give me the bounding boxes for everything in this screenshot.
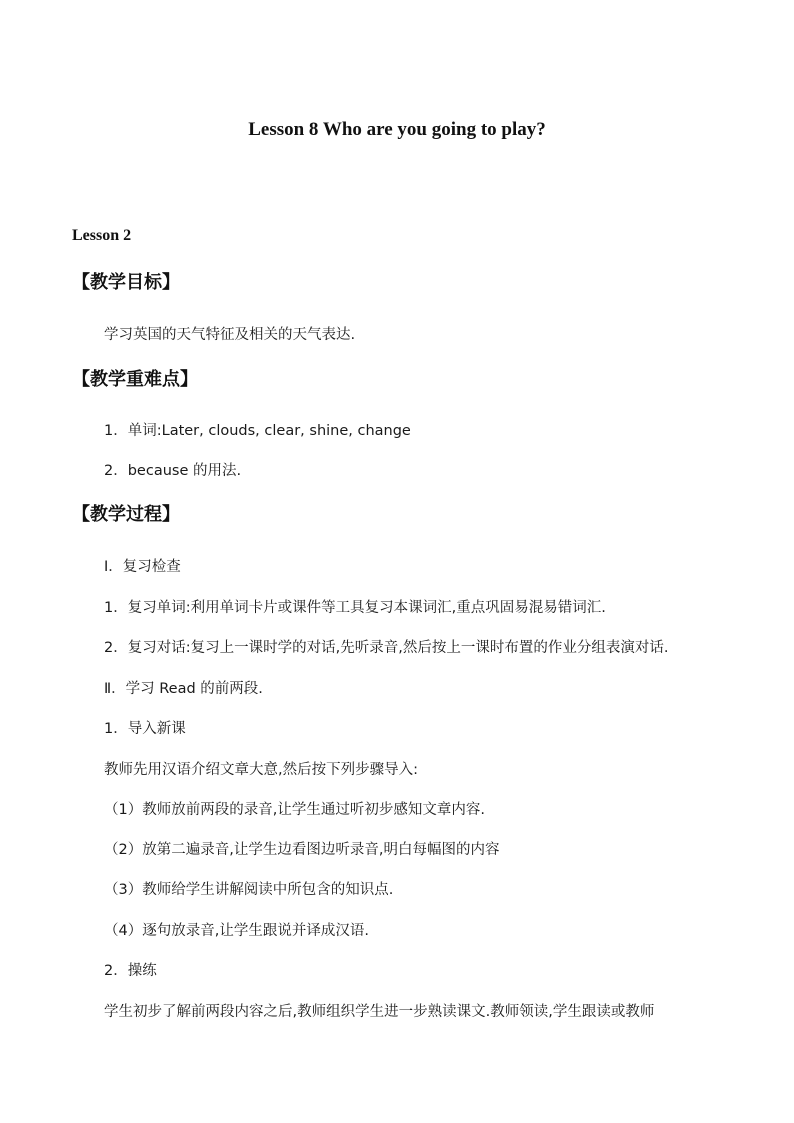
step2-title: 2．操练 (104, 963, 157, 979)
step2-text: 学生初步了解前两段内容之后,教师组织学生进一步熟读课文.教师领读,学生跟读或教师 (104, 1004, 655, 1020)
key-point-item-1: 1．单词:Later, clouds, clear, shine, change (104, 423, 411, 439)
heading-key-points: 【教学重难点】 (72, 369, 198, 390)
step1-sub-1: （1）教师放前两段的录音,让学生通过听初步感知文章内容. (104, 802, 485, 818)
goals-text: 学习英国的天气特征及相关的天气表达. (104, 327, 356, 343)
step1-sub-4: （4）逐句放录音,让学生跟说并译成汉语. (104, 923, 369, 939)
process-part1-item-1: 1．复习单词:利用单词卡片或课件等工具复习本课词汇,重点巩固易混易错词汇. (104, 600, 606, 616)
key-point-item-2: 2．because 的用法. (104, 463, 242, 479)
step1-sub-3: （3）教师给学生讲解阅读中所包含的知识点. (104, 882, 394, 898)
step1-sub-2: （2）放第二遍录音,让学生边看图边听录音,明白每幅图的内容 (104, 842, 500, 858)
process-part1-item-2: 2．复习对话:复习上一课时学的对话,先听录音,然后按上一课时布置的作业分组表演对话. (104, 640, 669, 656)
process-part1-title: Ⅰ．复习检查 (104, 559, 181, 575)
document-title: Lesson 8 Who are you going to play? (248, 119, 546, 140)
process-part2-title: Ⅱ．学习 Read 的前两段. (104, 681, 263, 697)
heading-goals: 【教学目标】 (72, 272, 180, 293)
lesson-label: Lesson 2 (72, 227, 132, 244)
heading-process: 【教学过程】 (72, 504, 180, 525)
step1-title: 1．导入新课 (104, 721, 186, 737)
step1-intro: 教师先用汉语介绍文章大意,然后按下列步骤导入: (104, 762, 418, 778)
